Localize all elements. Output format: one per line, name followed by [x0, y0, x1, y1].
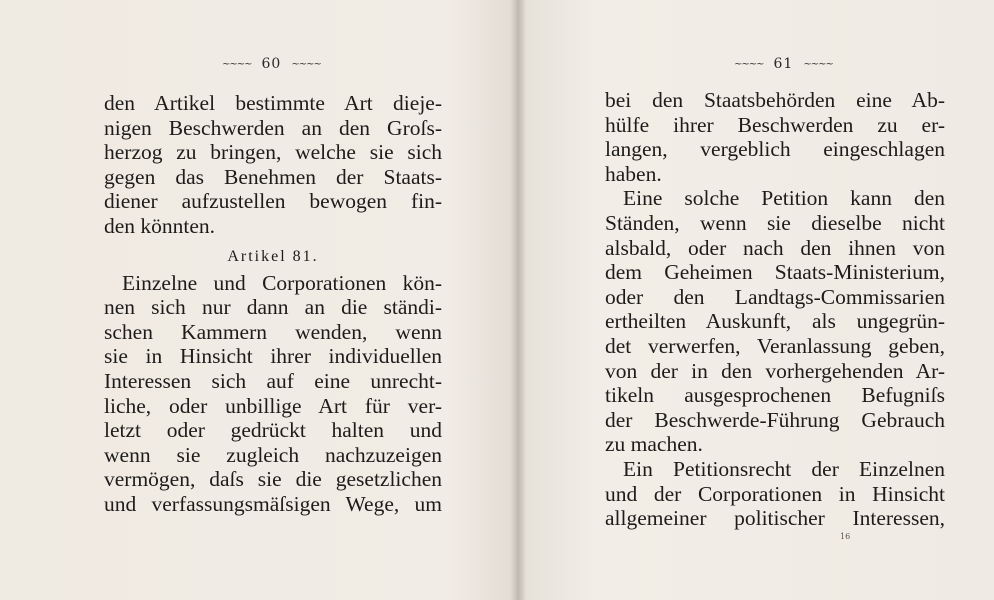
text-line: gegen das Benehmen der Staats- — [104, 164, 442, 189]
right-page — [526, 0, 994, 600]
left-page-header — [222, 56, 321, 72]
text-line: den könnten. — [104, 213, 216, 238]
text-line: von der in den vorhergehenden Ar- — [605, 358, 945, 383]
text-line: tikeln ausgesprochenen Befugniſs — [605, 383, 945, 408]
text-line: ertheilten Auskunft, als ungegrün- — [605, 309, 945, 334]
text-line: und verfassungsmäſsigen Wege, um — [104, 491, 442, 516]
left-page-text — [104, 91, 442, 517]
right-page-number: 61 — [773, 56, 794, 72]
text-line: dem Geheimen Staats-Ministerium, — [605, 260, 945, 285]
text-line: det verwerfen, Veranlassung geben, — [605, 333, 945, 358]
text-line: Einzelne und Corporationen kön- — [122, 270, 442, 295]
text-line: Ständen, wenn sie dieselbe nicht — [605, 210, 945, 235]
text-line: vermögen, daſs sie die gesetzlichen — [104, 467, 442, 492]
text-line: oder den Landtags-Commissarien — [605, 284, 945, 309]
text-line: und der Corporationen in Hinsicht — [605, 481, 945, 506]
text-line: nigen Beschwerden an den Groſs- — [104, 115, 442, 140]
article-heading: Artikel 81. — [227, 247, 319, 265]
signature-mark: 16 — [840, 532, 851, 541]
text-line: nen sich nur dann an die ständi- — [104, 295, 442, 320]
left-ornament-before: ~~~~ — [222, 58, 252, 70]
text-line: zu machen. — [605, 432, 703, 457]
right-ornament-after: ~~~~ — [803, 58, 833, 70]
text-line: Interessen sich auf eine unrecht- — [104, 368, 442, 393]
text-line: allgemeiner politischer Interessen, — [605, 506, 945, 531]
text-line: herzog zu bringen, welche sie sich — [104, 140, 442, 165]
text-line: letzt oder gedrückt halten und — [104, 418, 442, 443]
left-ornament-after: ~~~~ — [291, 58, 321, 70]
text-line: schen Kammern wenden, wenn — [104, 319, 442, 344]
text-line: wenn sie zugleich nachzuzeigen — [104, 442, 442, 467]
text-line: der Beschwerde-Führung Gebrauch — [605, 407, 945, 432]
right-ornament-before: ~~~~ — [734, 58, 764, 70]
text-line: alsbald, oder nach den ihnen von — [605, 235, 945, 260]
left-page-number: 60 — [261, 56, 282, 72]
text-line: langen, vergeblich eingeschlagen — [605, 137, 945, 162]
text-line: haben. — [605, 161, 662, 186]
text-line: hülfe ihrer Beschwerden zu er- — [605, 112, 945, 137]
text-line: Eine solche Petition kann den — [623, 186, 945, 211]
text-line: bei den Staatsbehörden eine Ab- — [605, 88, 945, 112]
right-page-text — [605, 88, 945, 531]
text-line: diener aufzustellen bewogen fin- — [104, 189, 442, 214]
text-line: liche, oder unbillige Art für ver- — [104, 393, 442, 418]
text-line: den Artikel bestimmte Art dieje- — [104, 91, 442, 115]
text-line: sie in Hinsicht ihrer individuellen — [104, 344, 442, 369]
book-gutter — [510, 0, 526, 600]
text-line: Ein Petitionsrecht der Einzelnen — [623, 456, 945, 481]
right-page-header — [734, 56, 833, 72]
